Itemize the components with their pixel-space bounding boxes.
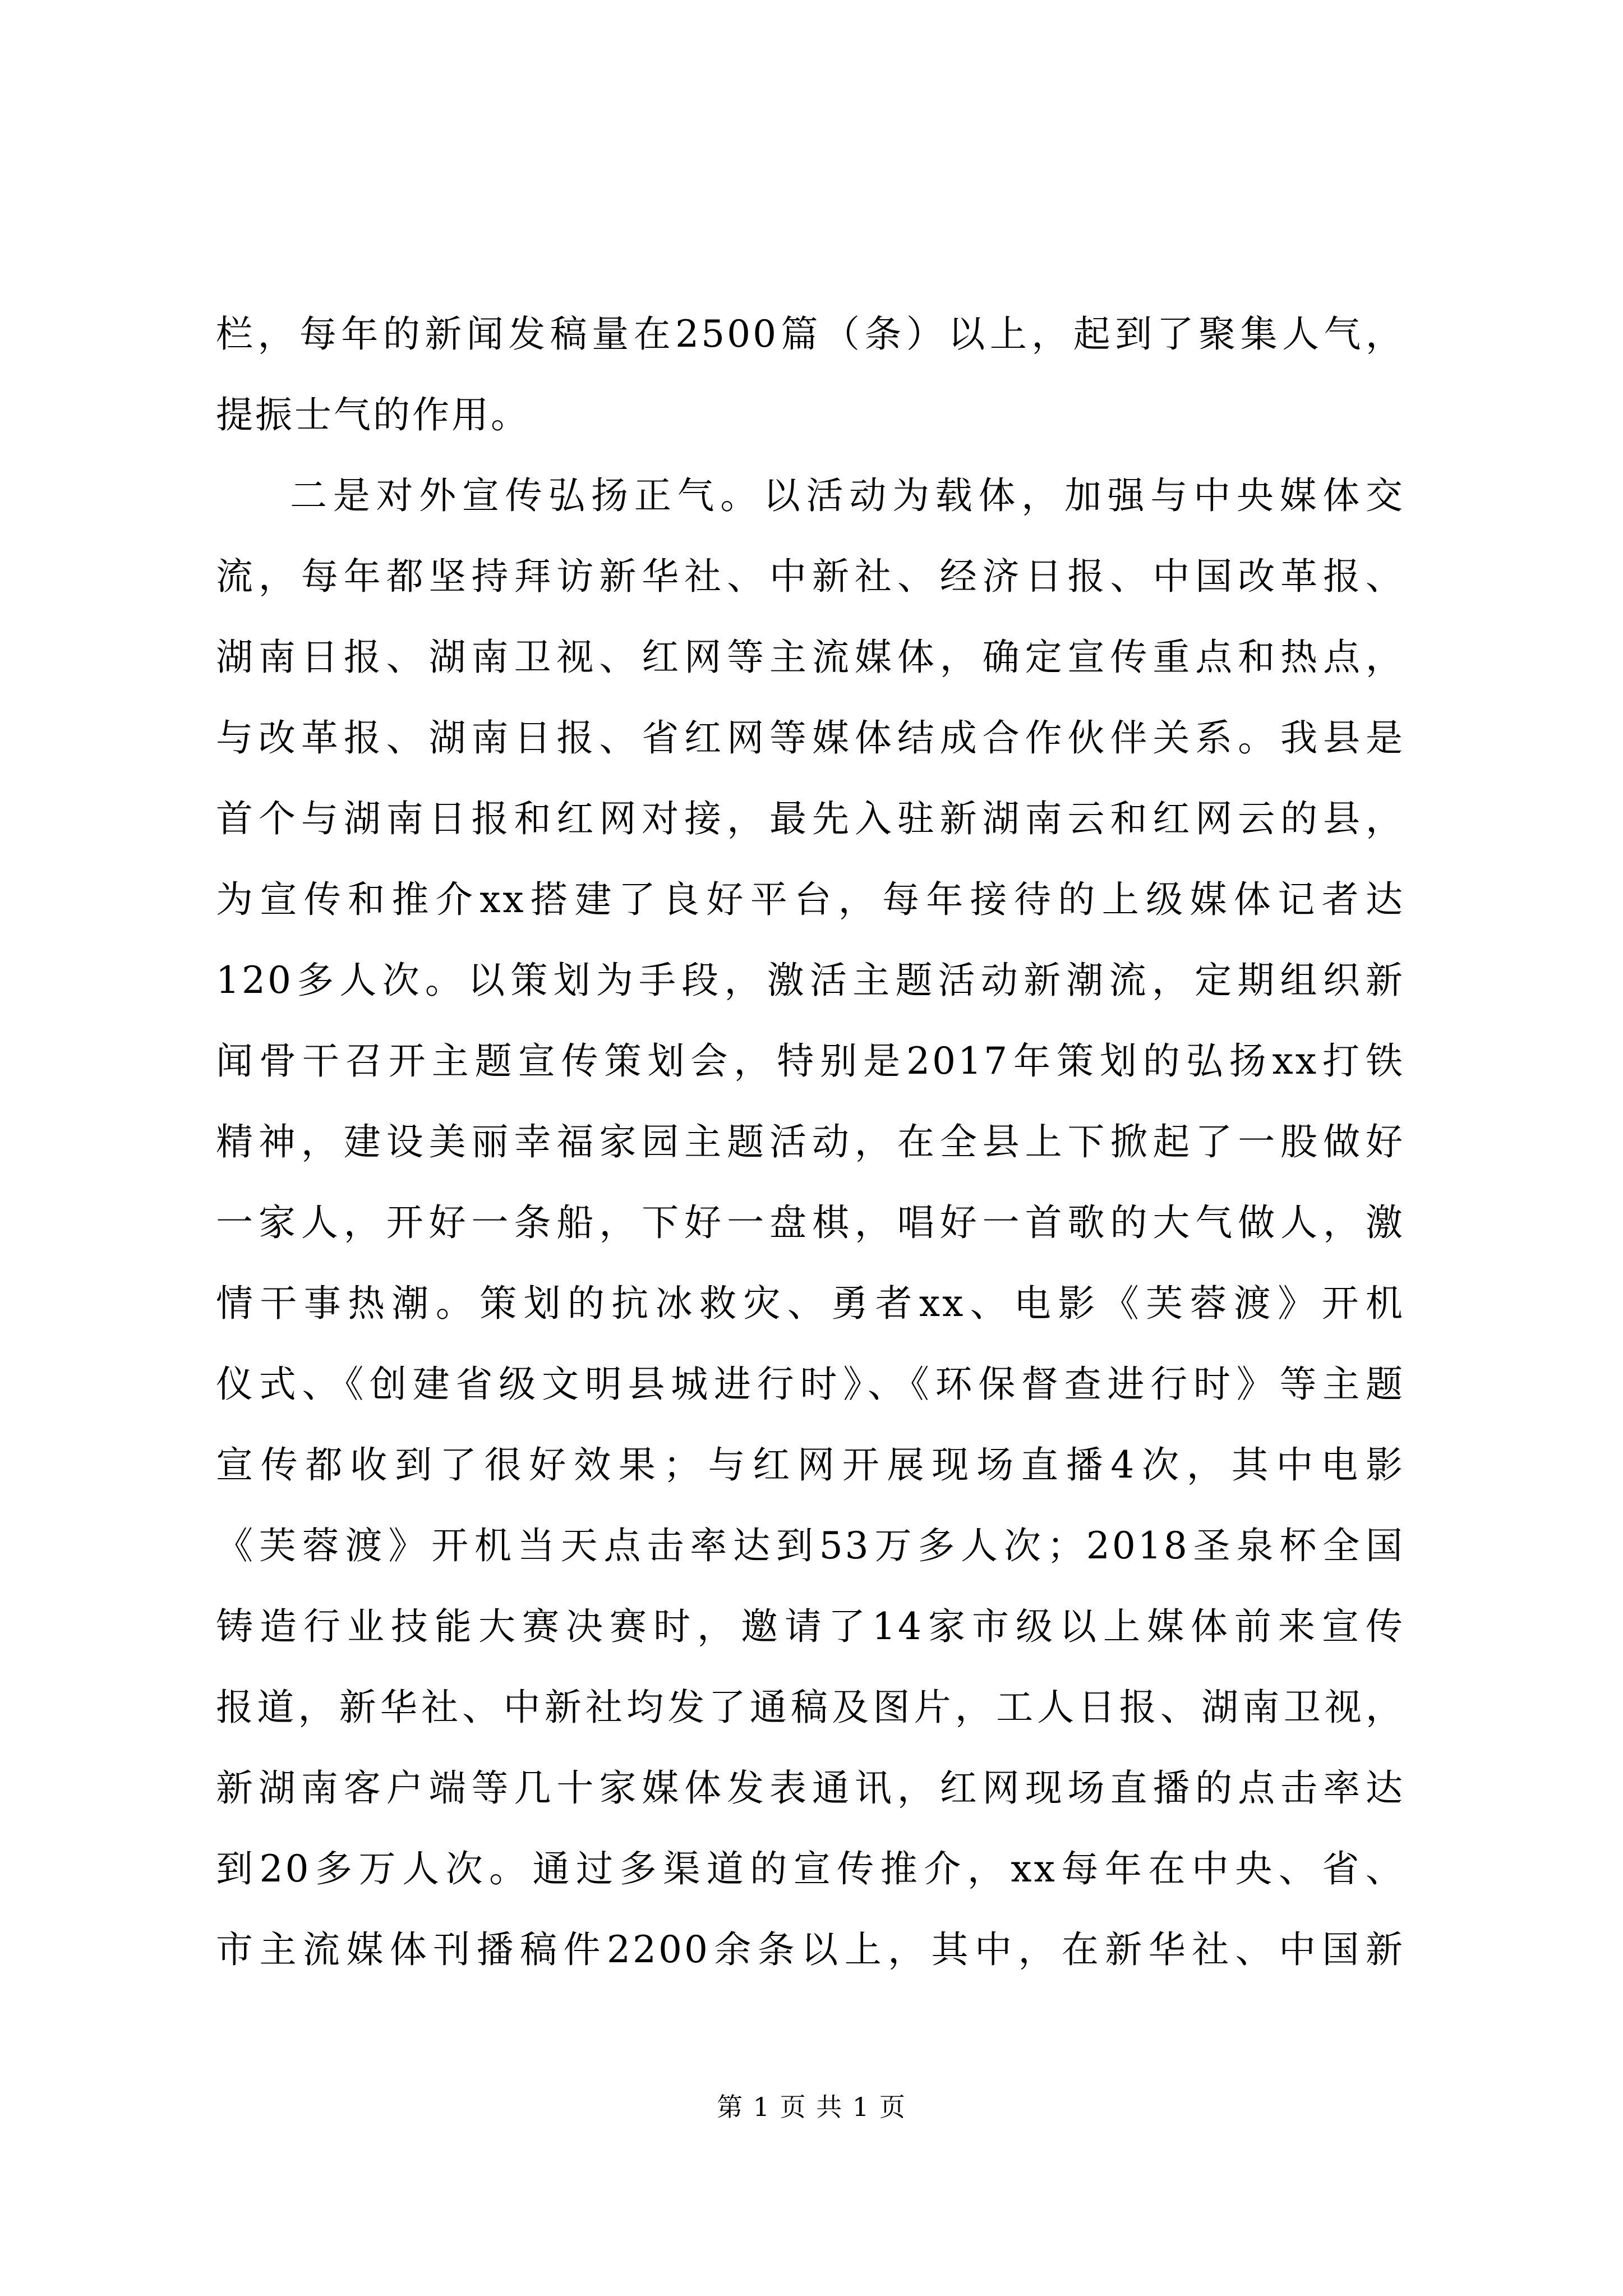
text-line: 仪式、《创建省级文明县城进行时》、《环保督查进行时》等主题 <box>216 1363 1405 1406</box>
text-line: 栏，每年的新闻发稿量在2500篇（条）以上，起到了聚集人气， <box>216 312 1405 356</box>
paragraph-start-line: 二是对外宣传弘扬正气。以活动为载体，加强与中央媒体交 <box>290 474 1405 517</box>
document-body <box>216 294 1405 1990</box>
text-line: 一家人，开好一条船，下好一盘棋，唱好一首歌的大气做人，激 <box>216 1201 1405 1244</box>
text-line: 湖南日报、湖南卫视、红网等主流媒体，确定宣传重点和热点， <box>216 636 1405 679</box>
page-number: 第 1 页 共 1 页 <box>717 2092 906 2122</box>
text-line: 与改革报、湖南日报、省红网等媒体结成合作伙伴关系。我县是 <box>216 716 1405 760</box>
text-line: 提振士气的作用。 <box>216 393 530 436</box>
text-line: 流，每年都坚持拜访新华社、中新社、经济日报、中国改革报、 <box>216 555 1405 598</box>
text-line: 首个与湖南日报和红网对接，最先入驻新湖南云和红网云的县， <box>216 797 1405 840</box>
text-line: 报道，新华社、中新社均发了通稿及图片，工人日报、湖南卫视， <box>216 1686 1405 1729</box>
text-line: 精神，建设美丽幸福家园主题活动，在全县上下掀起了一股做好 <box>216 1120 1405 1163</box>
text-line: 宣传都收到了很好效果；与红网开展现场直播4次，其中电影 <box>216 1443 1405 1487</box>
page-footer <box>0 2087 1623 2124</box>
text-line: 到20多万人次。通过多渠道的宣传推介，xx每年在中央、省、 <box>216 1847 1405 1890</box>
text-line: 情干事热潮。策划的抗冰救灾、勇者xx、电影《芙蓉渡》开机 <box>216 1282 1405 1325</box>
text-line: 120多人次。以策划为手段，激活主题活动新潮流，定期组织新 <box>216 959 1405 1002</box>
text-line: 为宣传和推介xx搭建了良好平台，每年接待的上级媒体记者达 <box>216 878 1405 921</box>
text-line: 铸造行业技能大赛决赛时，邀请了14家市级以上媒体前来宣传 <box>216 1605 1405 1648</box>
text-line: 市主流媒体刊播稿件2200余条以上，其中，在新华社、中国新 <box>216 1928 1405 1971</box>
text-line: 《芙蓉渡》开机当天点击率达到53万多人次；2018圣泉杯全国 <box>216 1524 1405 1567</box>
text-line: 闻骨干召开主题宣传策划会，特别是2017年策划的弘扬xx打铁 <box>216 1039 1405 1083</box>
text-line: 新湖南客户端等几十家媒体发表通讯，红网现场直播的点击率达 <box>216 1766 1405 1810</box>
